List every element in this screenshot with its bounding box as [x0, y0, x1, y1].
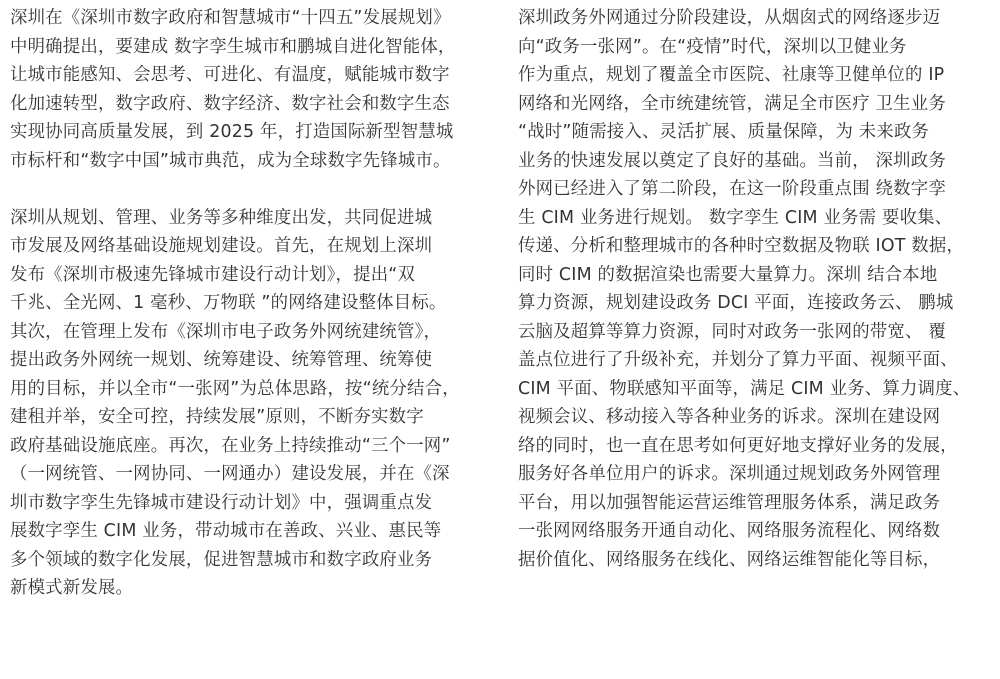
text-line: 新模式新发展。	[10, 578, 134, 598]
text-line: 市发展及网络基础设施规划建设。首先，在规划上深圳	[10, 236, 433, 256]
text-line: 网络和光网络，全市统建统管，满足全市医疗 卫生业务	[518, 93, 946, 114]
text-line: 建租并举，安全可控，持续发展”原则，不断夯实数字	[10, 407, 424, 427]
text-line: 算力资源，规划建设政务 DCI 平面，连接政务云、 鹏城	[518, 293, 954, 313]
text-line: 据价值化、网络服务在线化、网络运维智能化等目标，	[518, 549, 941, 570]
paragraph-gap	[10, 175, 480, 204]
text-line: 一张网网络服务开通自动化、网络服务流程化、网络数	[518, 521, 941, 541]
text-line: 化加速转型，数字政府、数字经济、数字社会和数字生态	[10, 93, 450, 114]
text-line: 多个领域的数字化发展，促进智慧城市和数字政府业务	[10, 549, 433, 570]
text-line: 用的目标，并以全市“一张网”为总体思路，按“统分结合，	[10, 378, 460, 399]
text-line: 市标杆和“数字中国”城市典范，成为全球数字先锋城市。	[10, 150, 451, 171]
text-line: 业务的快速发展以奠定了良好的基础。当前， 深圳政务	[518, 150, 946, 171]
text-line: 作为重点，规划了覆盖全市医院、社康等卫健单位的 IP	[518, 65, 945, 85]
text-line: 提出政务外网统一规划、统筹建设、统筹管理、统筹使	[10, 350, 433, 370]
text-line: 深圳政务外网通过分阶段建设，从烟囱式的网络逐步迈	[518, 8, 941, 28]
text-line: 政府基础设施底座。再次，在业务上持续推动“三个一网”	[10, 435, 451, 456]
text-line: “战时”随需接入、灵活扩展、质量保障，为 未来政务	[518, 122, 930, 142]
text-line: 视频会议、移动接入等各种业务的诉求。深圳在建设网	[518, 407, 941, 427]
text-line: 发布《深圳市极速先锋城市建设行动计划》，提出“双	[10, 264, 416, 285]
paragraph-shenzhen-plan	[10, 4, 480, 175]
left-column	[10, 4, 480, 603]
text-line: 同时 CIM 的数据渲染也需要大量算力。深圳 结合本地	[518, 264, 938, 285]
text-line: 展数字孪生 CIM 业务，带动城市在善政、兴业、惠民等	[10, 521, 442, 541]
text-line: CIM 平面、物联感知平面等，满足 CIM 业务、算力调度、	[518, 378, 971, 399]
text-line: 外网已经进入了第二阶段，在这一阶段重点围 绕数字孪	[518, 179, 946, 199]
text-line: 中明确提出，要建成 数字孪生城市和鹏城自进化智能体，	[10, 36, 456, 57]
text-line: 实现协同高质量发展，到 2025 年，打造国际新型智慧城	[10, 122, 454, 142]
text-line: 圳市数字孪生先锋城市建设行动计划》中，强调重点发	[10, 492, 433, 513]
paragraph-government-network	[518, 4, 978, 574]
text-line: 让城市能感知、会思考、可进化、有温度，赋能城市数字	[10, 65, 450, 85]
right-column	[518, 4, 978, 574]
text-line: 其次，在管理上发布《深圳市电子政务外网统建统管》，	[10, 321, 442, 342]
paragraph-shenzhen-dimensions	[10, 204, 480, 603]
text-line: 传递、分析和整理城市的各种时空数据及物联 IOT 数据，	[518, 236, 965, 256]
text-line: 平台，用以加强智能运营运维管理服务体系，满足政务	[518, 492, 941, 513]
text-line: 络的同时，也一直在思考如何更好地支撑好业务的发展，	[518, 435, 958, 456]
text-line: （一网统管、一网协同、一网通办）建设发展，并在《深	[10, 464, 450, 484]
text-line: 深圳从规划、管理、业务等多种维度出发，共同促进城	[10, 207, 433, 228]
text-line: 向“政务一张网”。在“疫情”时代，深圳以卫健业务	[518, 36, 907, 57]
text-line: 云脑及超算等算力资源，同时对政务一张网的带宽、 覆	[518, 321, 946, 342]
text-line: 深圳在《深圳市数字政府和智慧城市“十四五”发展规划》	[10, 8, 451, 28]
text-line: 服务好各单位用户的诉求。深圳通过规划政务外网管理	[518, 464, 941, 484]
text-line: 千兆、全光网、1 毫秒、万物联 ”的网络建设整体目标。	[10, 293, 447, 313]
text-line: 盖点位进行了升级补充，并划分了算力平面、视频平面、	[518, 350, 958, 370]
text-line: 生 CIM 业务进行规划。 数字孪生 CIM 业务需 要收集、	[518, 207, 953, 228]
